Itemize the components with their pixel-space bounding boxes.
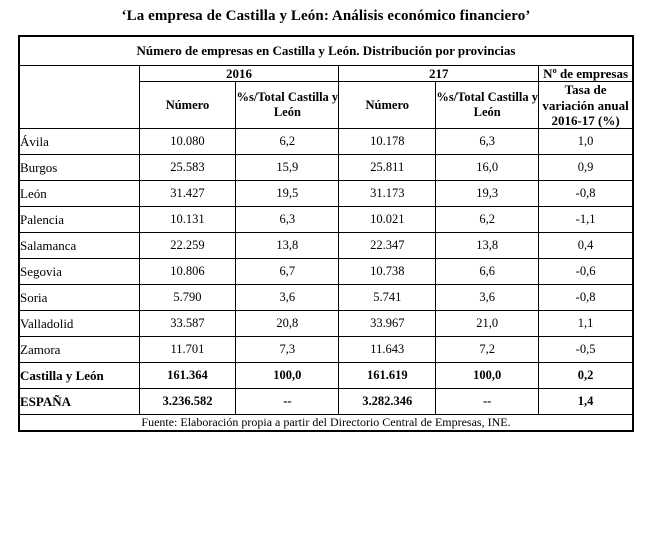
table-row [20, 233, 633, 259]
cell-numero-2017: 3.282.346 [339, 389, 436, 415]
row-province-label: Palencia [20, 207, 140, 233]
cell-numero-2016: 33.587 [139, 311, 236, 337]
cell-pct-2017: 7,2 [436, 337, 539, 363]
data-table-container [18, 35, 634, 432]
cell-numero-2017: 10.738 [339, 259, 436, 285]
table-row [20, 181, 633, 207]
cell-variacion: 1,1 [539, 311, 633, 337]
header-year-2016: 2016 [139, 66, 339, 82]
cell-variacion: -0,6 [539, 259, 633, 285]
header-year-2017: 217 [339, 66, 539, 82]
row-province-label: Zamora [20, 337, 140, 363]
cell-numero-2017: 25.811 [339, 155, 436, 181]
cell-variacion: 1,0 [539, 129, 633, 155]
row-province-label: Burgos [20, 155, 140, 181]
table-row [20, 259, 633, 285]
cell-pct-2017: 16,0 [436, 155, 539, 181]
cell-variacion: -0,5 [539, 337, 633, 363]
cell-variacion: 0,4 [539, 233, 633, 259]
table-row [20, 155, 633, 181]
header-numero-2017: Número [339, 82, 436, 129]
table-row [20, 337, 633, 363]
cell-pct-2017: 6,6 [436, 259, 539, 285]
cell-numero-2016: 11.701 [139, 337, 236, 363]
cell-pct-2016: 6,2 [236, 129, 339, 155]
cell-numero-2017: 161.619 [339, 363, 436, 389]
cell-numero-2016: 10.806 [139, 259, 236, 285]
cell-variacion: -1,1 [539, 207, 633, 233]
cell-pct-2017: 19,3 [436, 181, 539, 207]
row-province-label: ESPAÑA [20, 389, 140, 415]
cell-numero-2017: 10.178 [339, 129, 436, 155]
page-title: ‘La empresa de Castilla y León: Análisis económico financiero’ [121, 8, 531, 24]
cell-numero-2016: 161.364 [139, 363, 236, 389]
row-province-label: Salamanca [20, 233, 140, 259]
row-province-label: Ávila [20, 129, 140, 155]
cell-pct-2017: 13,8 [436, 233, 539, 259]
cell-pct-2016: 15,9 [236, 155, 339, 181]
cell-pct-2016: 20,8 [236, 311, 339, 337]
cell-variacion: -0,8 [539, 181, 633, 207]
header-enterprises-count: Nº de empresas [539, 66, 633, 82]
cell-numero-2016: 10.131 [139, 207, 236, 233]
table-row [20, 129, 633, 155]
cell-numero-2017: 33.967 [339, 311, 436, 337]
cell-pct-2017: 100,0 [436, 363, 539, 389]
header-variation-rate: Tasa de variación anual 2016-17 (%) [539, 82, 633, 129]
enterprises-table [19, 36, 633, 431]
cell-pct-2017: 6,3 [436, 129, 539, 155]
cell-numero-2017: 5.741 [339, 285, 436, 311]
table-header-row-1 [20, 66, 633, 82]
cell-numero-2017: 10.021 [339, 207, 436, 233]
cell-variacion: 0,2 [539, 363, 633, 389]
cell-numero-2016: 10.080 [139, 129, 236, 155]
cell-variacion: 0,9 [539, 155, 633, 181]
cell-pct-2017: 21,0 [436, 311, 539, 337]
table-row [20, 207, 633, 233]
cell-pct-2016: 100,0 [236, 363, 339, 389]
table-source-row [20, 415, 633, 431]
cell-pct-2016: -- [236, 389, 339, 415]
cell-numero-2017: 22.347 [339, 233, 436, 259]
row-province-label: Soria [20, 285, 140, 311]
cell-numero-2016: 25.583 [139, 155, 236, 181]
row-province-label: Valladolid [20, 311, 140, 337]
table-caption: Número de empresas en Castilla y León. Distribución por provincias [20, 37, 633, 66]
cell-numero-2016: 31.427 [139, 181, 236, 207]
table-row [20, 311, 633, 337]
cell-pct-2017: 3,6 [436, 285, 539, 311]
cell-pct-2016: 6,3 [236, 207, 339, 233]
cell-numero-2016: 22.259 [139, 233, 236, 259]
row-province-label: Segovia [20, 259, 140, 285]
cell-pct-2016: 7,3 [236, 337, 339, 363]
cell-pct-2016: 3,6 [236, 285, 339, 311]
row-province-label: León [20, 181, 140, 207]
header-pct-2017: %s/Total Castilla y León [436, 82, 539, 129]
header-pct-2016: %s/Total Castilla y León [236, 82, 339, 129]
cell-pct-2016: 6,7 [236, 259, 339, 285]
cell-numero-2016: 5.790 [139, 285, 236, 311]
cell-pct-2017: 6,2 [436, 207, 539, 233]
header-numero-2016: Número [139, 82, 236, 129]
table-row [20, 363, 633, 389]
cell-numero-2016: 3.236.582 [139, 389, 236, 415]
cell-variacion: 1,4 [539, 389, 633, 415]
cell-pct-2016: 19,5 [236, 181, 339, 207]
cell-numero-2017: 31.173 [339, 181, 436, 207]
header-blank-corner [20, 66, 140, 129]
cell-pct-2016: 13,8 [236, 233, 339, 259]
table-row [20, 285, 633, 311]
table-caption-row [20, 37, 633, 66]
row-province-label: Castilla y León [20, 363, 140, 389]
cell-numero-2017: 11.643 [339, 337, 436, 363]
source-note: Fuente: Elaboración propia a partir del Directorio Central de Empresas, INE. [20, 415, 633, 431]
cell-pct-2017: -- [436, 389, 539, 415]
table-row [20, 389, 633, 415]
cell-variacion: -0,8 [539, 285, 633, 311]
